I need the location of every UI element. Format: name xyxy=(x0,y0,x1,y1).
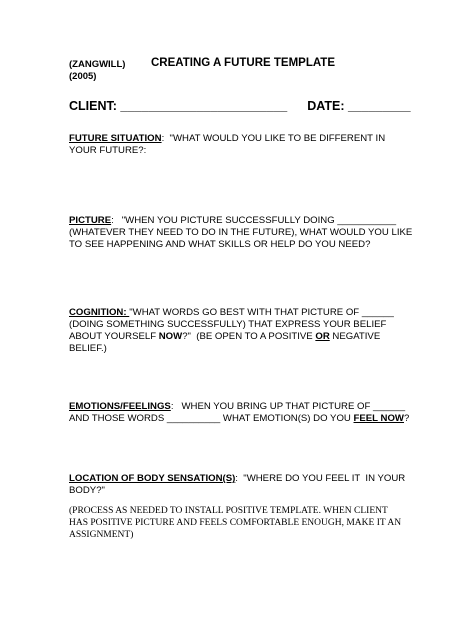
emotions-text-b: ? xyxy=(403,413,410,424)
section-emotions-feelings xyxy=(69,401,414,425)
client-field: CLIENT: ________________________ xyxy=(69,99,288,113)
picture-heading: PICTURE xyxy=(69,215,112,226)
location-heading: LOCATION OF BODY SENSATION(S) xyxy=(69,473,236,484)
picture-text: : "WHEN YOU PICTURE SUCCESSFULLY DOING ___________ (WHATEVER THEY NEED TO DO IN THE FUTURE), WHAT WOULD YOU LIKE TO SEE HAPPENING AND WHAT SKILLS OR HELP DO YOU NEED? xyxy=(69,215,415,250)
date-field: DATE: _________ xyxy=(307,99,411,113)
future-situation-text: : "WHAT WOULD YOU LIKE TO BE DIFFERENT IN YOUR FUTURE?: xyxy=(69,133,388,156)
cognition-text-b: ?" (BE OPEN TO A POSITIVE xyxy=(182,331,316,342)
cognition-text-a: "WHAT WORDS GO BEST WITH THAT PICTURE OF ______ (DOING SOMETHING SUCCESSFULLY) THAT EXPRESS YOUR BELIEF ABOUT YOURSELF xyxy=(69,307,397,342)
cognition-heading: COGNITION: xyxy=(69,307,130,318)
section-location-body-sensation xyxy=(69,473,414,497)
cognition-text-c: NEGATIVE BELIEF.) xyxy=(69,331,383,354)
document-title: CREATING A FUTURE TEMPLATE xyxy=(151,57,335,69)
citation-author: (ZANGWILL) xyxy=(69,59,126,70)
emotions-text-a: : WHEN YOU BRING UP THAT PICTURE OF ______ AND THOSE WORDS __________ WHAT EMOTION(S) DO YOU xyxy=(69,401,408,424)
cognition-now: NOW xyxy=(158,331,183,342)
section-future-situation xyxy=(69,133,414,157)
emotions-heading: EMOTIONS/FEELINGS xyxy=(69,401,171,412)
process-note: (PROCESS AS NEEDED TO INSTALL POSITIVE TEMPLATE. WHEN CLIENT HAS POSITIVE PICTURE AND FEELS COMFORTABLE ENOUGH, MAKE IT AN ASSIGNMENT) xyxy=(69,506,402,540)
citation xyxy=(69,59,125,83)
future-situation-heading: FUTURE SITUATION xyxy=(69,133,162,144)
citation-year: (2005) xyxy=(69,71,97,82)
section-picture xyxy=(69,215,414,251)
section-cognition xyxy=(69,307,414,355)
cognition-or: OR xyxy=(315,331,330,342)
location-text: : "WHERE DO YOU FEEL IT IN YOUR BODY?" xyxy=(69,473,408,496)
client-date-row xyxy=(69,99,411,113)
emotions-feel-now: FEEL NOW xyxy=(353,413,404,424)
